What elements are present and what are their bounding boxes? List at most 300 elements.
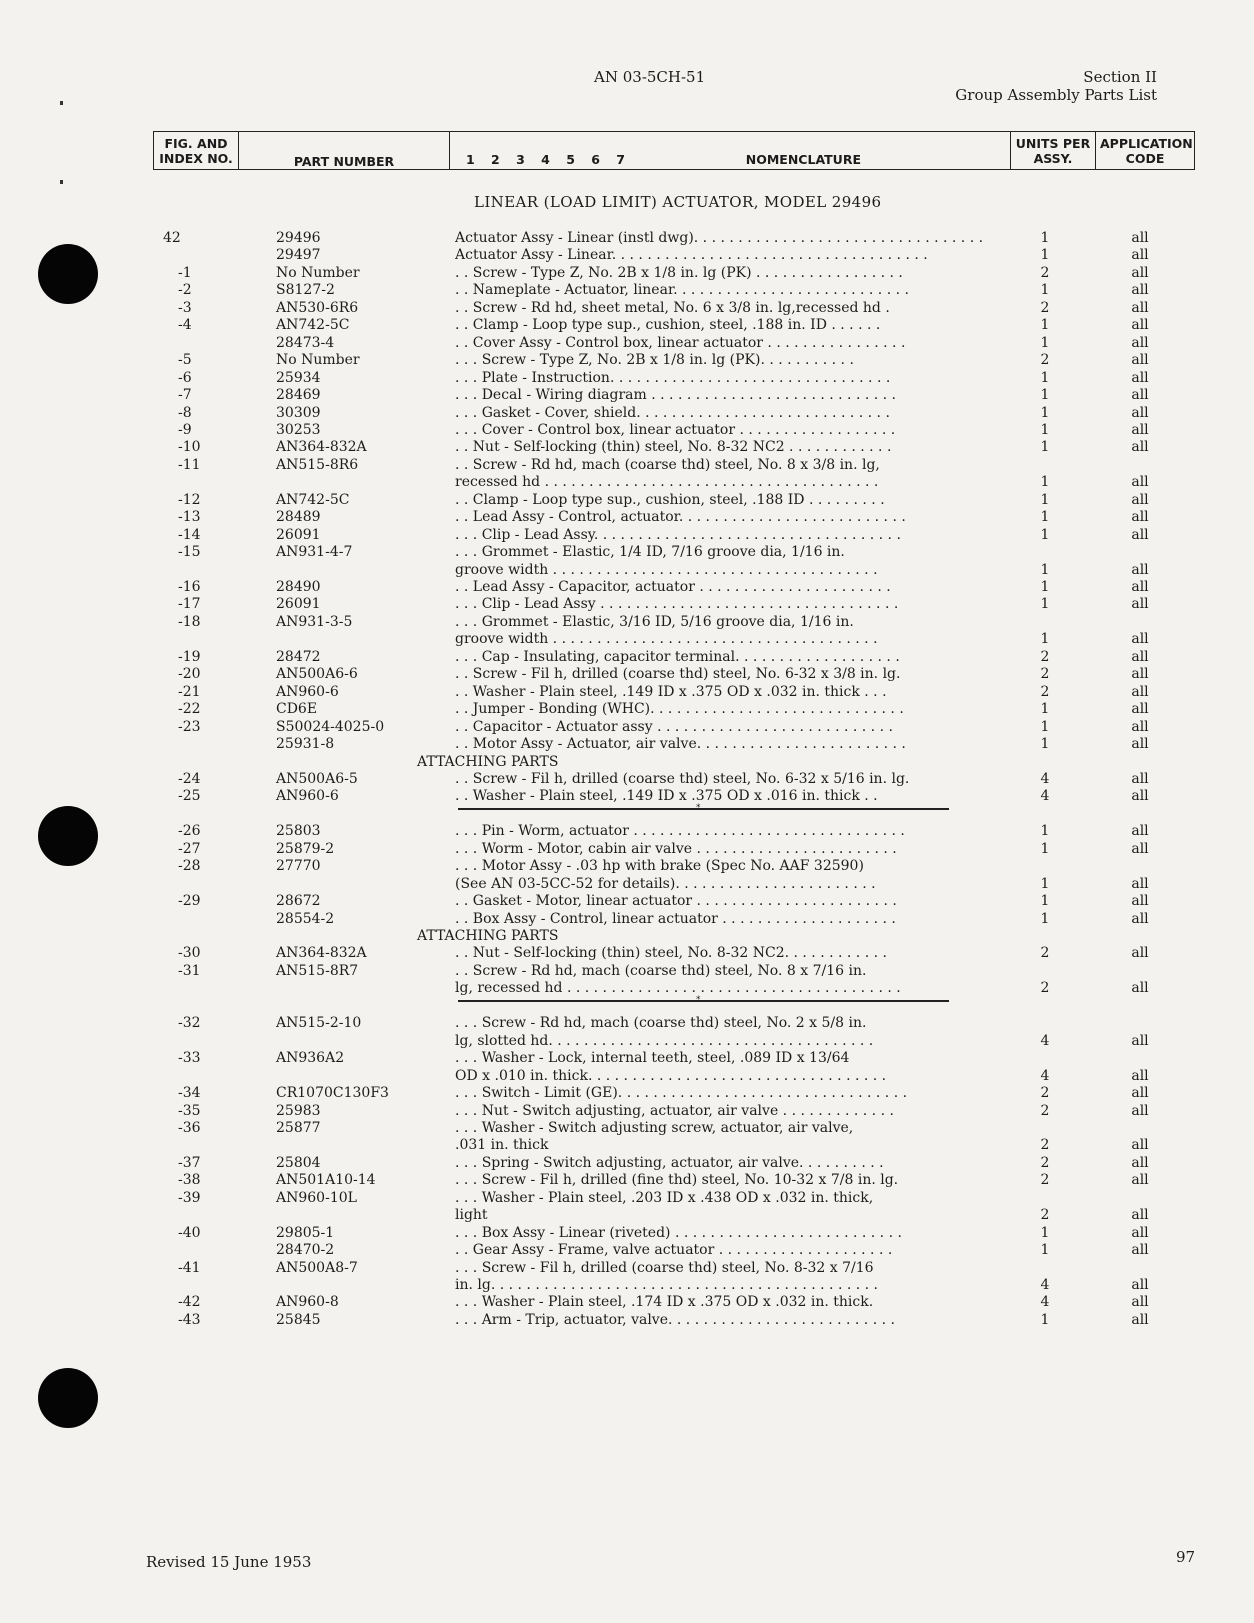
fig-index: -23 bbox=[178, 718, 201, 735]
nomenclature: . . Box Assy - Control, linear actuator . . . . . . . . . . . . . . . . . . . . bbox=[455, 910, 896, 927]
parts-row bbox=[0, 473, 1254, 491]
fig-index: -43 bbox=[178, 1311, 201, 1328]
part-number: 28472 bbox=[276, 648, 321, 665]
speck bbox=[60, 180, 63, 184]
part-number: No Number bbox=[276, 352, 360, 369]
parts-row bbox=[0, 316, 1254, 334]
units-per-assy: 2 bbox=[1040, 980, 1050, 997]
units-per-assy: 1 bbox=[1040, 247, 1050, 264]
units-per-assy: 2 bbox=[1040, 1102, 1050, 1119]
attaching-parts-label: ATTACHING PARTS bbox=[417, 928, 559, 944]
units-per-assy: 2 bbox=[1040, 1172, 1050, 1189]
parts-row bbox=[0, 1224, 1254, 1242]
application-code: all bbox=[1131, 1242, 1149, 1259]
col-application-code: APPLICATION CODE bbox=[1096, 132, 1195, 170]
fig-index: -10 bbox=[178, 439, 201, 456]
nomenclature: . . Gear Assy - Frame, valve actuator . . . . . . . . . . . . . . . . . . . . bbox=[455, 1242, 893, 1259]
part-number: AN500A8-7 bbox=[276, 1259, 358, 1276]
part-number: 26091 bbox=[276, 596, 321, 613]
fig-index: -41 bbox=[178, 1259, 201, 1276]
part-number: 25845 bbox=[276, 1311, 321, 1328]
application-code: all bbox=[1131, 736, 1149, 753]
nomenclature: . . . Gasket - Cover, shield. . . . . . . . . . . . . . . . . . . . . . . . . . . . . bbox=[455, 404, 890, 421]
part-number: AN936A2 bbox=[276, 1050, 345, 1067]
parts-row bbox=[0, 787, 1254, 805]
nomenclature: light bbox=[455, 1207, 488, 1224]
units-per-assy: 2 bbox=[1040, 945, 1050, 962]
units-per-assy: 4 bbox=[1040, 1067, 1050, 1084]
attaching-parts-heading bbox=[0, 753, 1254, 771]
units-per-assy: 2 bbox=[1040, 1154, 1050, 1171]
nomenclature: . . . Washer - Switch adjusting screw, actuator, air valve, bbox=[455, 1119, 854, 1136]
application-code: all bbox=[1131, 317, 1149, 334]
application-code: all bbox=[1131, 526, 1149, 543]
parts-row bbox=[0, 718, 1254, 736]
parts-row bbox=[0, 246, 1254, 264]
fig-index: -33 bbox=[178, 1050, 201, 1067]
application-code: all bbox=[1131, 1224, 1149, 1241]
units-per-assy: 1 bbox=[1040, 631, 1050, 648]
part-number: No Number bbox=[276, 264, 360, 281]
fig-index: -18 bbox=[178, 613, 201, 630]
application-code: all bbox=[1131, 387, 1149, 404]
separator-line bbox=[458, 1000, 949, 1002]
fig-index: -37 bbox=[178, 1154, 201, 1171]
part-number: 29805-1 bbox=[276, 1224, 335, 1241]
fig-index: -40 bbox=[178, 1224, 201, 1241]
part-number: AN500A6-5 bbox=[276, 770, 358, 787]
application-code: all bbox=[1131, 1311, 1149, 1328]
section-line-2: Group Assembly Parts List bbox=[955, 86, 1157, 104]
parts-row bbox=[0, 1014, 1254, 1032]
section-line-1: Section II bbox=[1083, 68, 1157, 86]
part-number: 28489 bbox=[276, 509, 321, 526]
part-number: 25983 bbox=[276, 1102, 321, 1119]
units-per-assy: 2 bbox=[1040, 1085, 1050, 1102]
nomenclature: . . Washer - Plain steel, .149 ID x .375 OD x .016 in. thick . . bbox=[455, 788, 878, 805]
units-per-assy: 1 bbox=[1040, 421, 1050, 438]
nomenclature: . . . Pin - Worm, actuator . . . . . . . . . . . . . . . . . . . . . . . . . . . . . . . bbox=[455, 823, 905, 840]
part-number: 28473-4 bbox=[276, 334, 335, 351]
nomenclature: . . Cover Assy - Control box, linear actuator . . . . . . . . . . . . . . . . bbox=[455, 334, 906, 351]
units-per-assy: 1 bbox=[1040, 823, 1050, 840]
units-per-assy: 1 bbox=[1040, 701, 1050, 718]
nomenclature: . . . Screw - Fil h, drilled (coarse thd) steel, No. 8-32 x 7/16 bbox=[455, 1259, 874, 1276]
parts-row bbox=[0, 1189, 1254, 1207]
parts-row bbox=[0, 595, 1254, 613]
part-number: AN530-6R6 bbox=[276, 299, 359, 316]
units-per-assy: 4 bbox=[1040, 1032, 1050, 1049]
fig-index: -42 bbox=[178, 1294, 201, 1311]
units-per-assy: 1 bbox=[1040, 840, 1050, 857]
revision-date: Revised 15 June 1953 bbox=[146, 1553, 312, 1571]
nomenclature: . . Washer - Plain steel, .149 ID x .375 OD x .032 in. thick . . . bbox=[455, 683, 887, 700]
nomenclature: . . Screw - Rd hd, mach (coarse thd) steel, No. 8 x 3/8 in. lg, bbox=[455, 456, 880, 473]
units-per-assy: 2 bbox=[1040, 299, 1050, 316]
fig-index: -21 bbox=[178, 683, 201, 700]
units-per-assy: 1 bbox=[1040, 596, 1050, 613]
model-title: LINEAR (LOAD LIMIT) ACTUATOR, MODEL 29496 bbox=[474, 193, 882, 211]
nomenclature: . . . Spring - Switch adjusting, actuator, air valve. . . . . . . . . . bbox=[455, 1154, 884, 1171]
application-code: all bbox=[1131, 1277, 1149, 1293]
fig-index: -39 bbox=[178, 1189, 201, 1206]
units-per-assy: 4 bbox=[1040, 770, 1050, 787]
nomenclature: . . . Cap - Insulating, capacitor terminal. . . . . . . . . . . . . . . . . . . bbox=[455, 648, 900, 665]
units-per-assy: 2 bbox=[1040, 1137, 1050, 1154]
parts-row bbox=[0, 700, 1254, 718]
part-number: AN960-6 bbox=[276, 788, 339, 805]
nomenclature: . . . Nut - Switch adjusting, actuator, air valve . . . . . . . . . . . . . bbox=[455, 1102, 894, 1119]
parts-row bbox=[0, 1241, 1254, 1259]
units-per-assy: 2 bbox=[1040, 264, 1050, 281]
parts-row bbox=[0, 962, 1254, 980]
separator-line bbox=[458, 808, 949, 810]
units-per-assy: 1 bbox=[1040, 1311, 1050, 1328]
attaching-parts-label: ATTACHING PARTS bbox=[417, 753, 559, 770]
part-number: 28470-2 bbox=[276, 1242, 335, 1259]
application-code: all bbox=[1131, 666, 1149, 683]
units-per-assy: 4 bbox=[1040, 1294, 1050, 1311]
units-per-assy: 1 bbox=[1040, 1242, 1050, 1259]
part-number: AN931-4-7 bbox=[276, 544, 353, 561]
parts-row bbox=[0, 299, 1254, 317]
nomenclature: . . Motor Assy - Actuator, air valve. . . . . . . . . . . . . . . . . . . . . . . . bbox=[455, 736, 906, 753]
units-per-assy: 2 bbox=[1040, 648, 1050, 665]
fig-index: -4 bbox=[178, 317, 192, 334]
part-number: AN742-5C bbox=[276, 491, 350, 508]
parts-row bbox=[0, 1102, 1254, 1120]
parts-row bbox=[0, 979, 1254, 997]
part-number: S8127-2 bbox=[276, 282, 335, 299]
parts-row bbox=[0, 526, 1254, 544]
parts-row bbox=[0, 875, 1254, 893]
nomenclature: . . . Clip - Lead Assy . . . . . . . . . . . . . . . . . . . . . . . . . . . . . . . . . . bbox=[455, 596, 899, 613]
application-code: all bbox=[1131, 1172, 1149, 1189]
nomenclature: groove width . . . . . . . . . . . . . . . . . . . . . . . . . . . . . . . . . . . . . bbox=[455, 631, 878, 648]
part-number: AN742-5C bbox=[276, 317, 350, 334]
nomenclature: Actuator Assy - Linear (instl dwg). . . . . . . . . . . . . . . . . . . . . . . . . . . . . . . . . bbox=[455, 230, 984, 246]
part-number: 30309 bbox=[276, 404, 321, 421]
units-per-assy: 2 bbox=[1040, 1207, 1050, 1224]
fig-index: -5 bbox=[178, 352, 192, 369]
nomenclature-label: NOMENCLATURE bbox=[745, 152, 861, 167]
fig-index: -22 bbox=[178, 701, 201, 718]
application-code: all bbox=[1131, 282, 1149, 299]
fig-index: 42 bbox=[163, 230, 181, 246]
fig-index: -35 bbox=[178, 1102, 201, 1119]
parts-row bbox=[0, 334, 1254, 352]
nomenclature: . . . Plate - Instruction. . . . . . . . . . . . . . . . . . . . . . . . . . . . . . . . bbox=[455, 369, 891, 386]
nomenclature: . . Nameplate - Actuator, linear. . . . . . . . . . . . . . . . . . . . . . . . . . . bbox=[455, 282, 909, 299]
parts-row bbox=[0, 491, 1254, 509]
parts-row bbox=[0, 1206, 1254, 1224]
nomenclature: . . Gasket - Motor, linear actuator . . . . . . . . . . . . . . . . . . . . . . . bbox=[455, 893, 897, 910]
fig-index: -27 bbox=[178, 840, 201, 857]
col-part-number: PART NUMBER bbox=[239, 132, 450, 170]
parts-row bbox=[0, 264, 1254, 282]
application-code: all bbox=[1131, 230, 1149, 246]
application-code: all bbox=[1131, 1294, 1149, 1311]
part-number: AN515-8R7 bbox=[276, 962, 359, 979]
fig-index: -7 bbox=[178, 387, 192, 404]
part-number: 28554-2 bbox=[276, 910, 335, 927]
nomenclature: in. lg. . . . . . . . . . . . . . . . . . . . . . . . . . . . . . . . . . . . . . . . . . . . bbox=[455, 1277, 879, 1293]
application-code: all bbox=[1131, 875, 1149, 892]
units-per-assy: 4 bbox=[1040, 1277, 1050, 1293]
separator-star: * bbox=[696, 994, 701, 1005]
nomenclature: OD x .010 in. thick. . . . . . . . . . . . . . . . . . . . . . . . . . . . . . . . . . bbox=[455, 1067, 887, 1084]
nomenclature: . . Capacitor - Actuator assy . . . . . . . . . . . . . . . . . . . . . . . . . . . bbox=[455, 718, 893, 735]
document-id: AN 03-5CH-51 bbox=[594, 68, 706, 86]
nomenclature: . . Lead Assy - Capacitor, actuator . . . . . . . . . . . . . . . . . . . . . . bbox=[455, 579, 891, 595]
fig-index: -13 bbox=[178, 509, 201, 526]
application-code: all bbox=[1131, 264, 1149, 281]
application-code: all bbox=[1131, 369, 1149, 386]
application-code: all bbox=[1131, 1102, 1149, 1119]
fig-index: -26 bbox=[178, 823, 201, 840]
units-per-assy: 1 bbox=[1040, 893, 1050, 910]
nomenclature: . . Nut - Self-locking (thin) steel, No. 8-32 NC2. . . . . . . . . . . . bbox=[455, 945, 887, 962]
part-number: 26091 bbox=[276, 526, 321, 543]
units-per-assy: 1 bbox=[1040, 334, 1050, 351]
part-number: AN515-2-10 bbox=[276, 1015, 362, 1032]
parts-row bbox=[0, 1154, 1254, 1172]
units-per-assy: 1 bbox=[1040, 579, 1050, 595]
nomenclature: . . Screw - Fil h, drilled (coarse thd) steel, No. 6-32 x 3/8 in. lg. bbox=[455, 666, 901, 683]
fig-index: -20 bbox=[178, 666, 201, 683]
part-number: 29497 bbox=[276, 247, 321, 264]
application-code: all bbox=[1131, 701, 1149, 718]
part-number: AN364-832A bbox=[276, 439, 367, 456]
application-code: all bbox=[1131, 247, 1149, 264]
fig-index: -28 bbox=[178, 858, 201, 875]
parts-row bbox=[0, 735, 1254, 753]
application-code: all bbox=[1131, 404, 1149, 421]
part-number: 27770 bbox=[276, 858, 321, 875]
nomenclature: . . Clamp - Loop type sup., cushion, steel, .188 ID . . . . . . . . . bbox=[455, 491, 885, 508]
units-per-assy: 1 bbox=[1040, 439, 1050, 456]
nomenclature: .031 in. thick bbox=[455, 1137, 549, 1154]
parts-row bbox=[0, 351, 1254, 369]
units-per-assy: 1 bbox=[1040, 387, 1050, 404]
part-number: 25803 bbox=[276, 823, 321, 840]
binder-hole bbox=[38, 1368, 98, 1428]
parts-row bbox=[0, 1032, 1254, 1050]
fig-index: -9 bbox=[178, 421, 192, 438]
application-code: all bbox=[1131, 334, 1149, 351]
nomenclature: groove width . . . . . . . . . . . . . . . . . . . . . . . . . . . . . . . . . . . . . bbox=[455, 561, 878, 578]
fig-index: -3 bbox=[178, 299, 192, 316]
part-number: S50024-4025-0 bbox=[276, 718, 385, 735]
part-number: 25879-2 bbox=[276, 840, 335, 857]
units-per-assy: 4 bbox=[1040, 788, 1050, 805]
nomenclature: . . . Washer - Plain steel, .174 ID x .375 OD x .032 in. thick. bbox=[455, 1294, 874, 1311]
units-per-assy: 1 bbox=[1040, 875, 1050, 892]
parts-row bbox=[0, 613, 1254, 631]
part-number: 25877 bbox=[276, 1119, 321, 1136]
application-code: all bbox=[1131, 299, 1149, 316]
nomenclature: . . Screw - Rd hd, sheet metal, No. 6 x 3/8 in. lg,recessed hd . bbox=[455, 299, 890, 316]
units-per-assy: 1 bbox=[1040, 718, 1050, 735]
part-number: CR1070C130F3 bbox=[276, 1085, 389, 1102]
col-fig-index: FIG. AND INDEX NO. bbox=[154, 132, 239, 170]
fig-index: -16 bbox=[178, 579, 201, 595]
col-nomenclature bbox=[450, 132, 1011, 170]
parts-row bbox=[0, 1136, 1254, 1154]
application-code: all bbox=[1131, 561, 1149, 578]
application-code: all bbox=[1131, 1137, 1149, 1154]
application-code: all bbox=[1131, 1085, 1149, 1102]
attaching-parts-heading bbox=[0, 927, 1254, 945]
nomenclature: lg, recessed hd . . . . . . . . . . . . . . . . . . . . . . . . . . . . . . . . . . . . . . bbox=[455, 980, 901, 997]
fig-index: -19 bbox=[178, 648, 201, 665]
part-number: 25804 bbox=[276, 1154, 321, 1171]
section-heading bbox=[955, 68, 1157, 104]
application-code: all bbox=[1131, 770, 1149, 787]
parts-row bbox=[0, 1293, 1254, 1311]
units-per-assy: 2 bbox=[1040, 683, 1050, 700]
column-header bbox=[153, 131, 1195, 170]
nomenclature: . . . Screw - Fil h, drilled (fine thd) steel, No. 10-32 x 7/8 in. lg. bbox=[455, 1172, 899, 1189]
fig-index: -38 bbox=[178, 1172, 201, 1189]
parts-row bbox=[0, 1171, 1254, 1189]
indent-levels: 1 2 3 4 5 6 7 bbox=[466, 152, 625, 167]
fig-index: -6 bbox=[178, 369, 192, 386]
parts-row bbox=[0, 578, 1254, 596]
part-number: AN500A6-6 bbox=[276, 666, 358, 683]
nomenclature: . . Screw - Rd hd, mach (coarse thd) steel, No. 8 x 7/16 in. bbox=[455, 962, 867, 979]
parts-row bbox=[0, 561, 1254, 579]
units-per-assy: 2 bbox=[1040, 352, 1050, 369]
part-number: AN501A10-14 bbox=[276, 1172, 376, 1189]
parts-row bbox=[0, 665, 1254, 683]
nomenclature: . . . Grommet - Elastic, 3/16 ID, 5/16 groove dia, 1/16 in. bbox=[455, 613, 854, 630]
application-code: all bbox=[1131, 683, 1149, 700]
fig-index: -36 bbox=[178, 1119, 201, 1136]
fig-index: -31 bbox=[178, 962, 201, 979]
parts-row bbox=[0, 1259, 1254, 1277]
application-code: all bbox=[1131, 509, 1149, 526]
parts-row bbox=[0, 1276, 1254, 1294]
units-per-assy: 1 bbox=[1040, 736, 1050, 753]
fig-index: -34 bbox=[178, 1085, 201, 1102]
application-code: all bbox=[1131, 596, 1149, 613]
part-number: AN931-3-5 bbox=[276, 613, 353, 630]
units-per-assy: 1 bbox=[1040, 509, 1050, 526]
fig-index: -24 bbox=[178, 770, 201, 787]
parts-row bbox=[0, 438, 1254, 456]
nomenclature: . . . Cover - Control box, linear actuator . . . . . . . . . . . . . . . . . . bbox=[455, 421, 896, 438]
nomenclature: (See AN 03-5CC-52 for details). . . . . . . . . . . . . . . . . . . . . . . bbox=[455, 875, 876, 892]
parts-row bbox=[0, 508, 1254, 526]
application-code: all bbox=[1131, 718, 1149, 735]
units-per-assy: 1 bbox=[1040, 526, 1050, 543]
parts-row bbox=[0, 770, 1254, 788]
part-number: AN515-8R6 bbox=[276, 456, 359, 473]
nomenclature: . . . Screw - Rd hd, mach (coarse thd) steel, No. 2 x 5/8 in. bbox=[455, 1015, 867, 1032]
fig-index: -15 bbox=[178, 544, 201, 561]
parts-row bbox=[0, 369, 1254, 387]
units-per-assy: 1 bbox=[1040, 404, 1050, 421]
application-code: all bbox=[1131, 1154, 1149, 1171]
parts-row bbox=[0, 910, 1254, 928]
parts-row bbox=[0, 1119, 1254, 1137]
application-code: all bbox=[1131, 823, 1149, 840]
part-number: AN364-832A bbox=[276, 945, 367, 962]
fig-index: -12 bbox=[178, 491, 201, 508]
fig-index: -32 bbox=[178, 1015, 201, 1032]
parts-row bbox=[0, 892, 1254, 910]
fig-index: -2 bbox=[178, 282, 192, 299]
nomenclature: . . Clamp - Loop type sup., cushion, steel, .188 in. ID . . . . . . bbox=[455, 317, 881, 334]
part-number: 25931-8 bbox=[276, 736, 335, 753]
part-number: 25934 bbox=[276, 369, 321, 386]
units-per-assy: 1 bbox=[1040, 230, 1050, 246]
part-number: 28469 bbox=[276, 387, 321, 404]
parts-row bbox=[0, 1084, 1254, 1102]
nomenclature: . . . Decal - Wiring diagram . . . . . . . . . . . . . . . . . . . . . . . . . . . . bbox=[455, 387, 896, 404]
application-code: all bbox=[1131, 840, 1149, 857]
application-code: all bbox=[1131, 579, 1149, 595]
application-code: all bbox=[1131, 631, 1149, 648]
units-per-assy: 1 bbox=[1040, 1224, 1050, 1241]
parts-row bbox=[0, 648, 1254, 666]
nomenclature: lg, slotted hd. . . . . . . . . . . . . . . . . . . . . . . . . . . . . . . . . . . . . bbox=[455, 1032, 874, 1049]
application-code: all bbox=[1131, 352, 1149, 369]
parts-row bbox=[0, 1049, 1254, 1067]
nomenclature: . . Nut - Self-locking (thin) steel, No. 8-32 NC2 . . . . . . . . . . . . bbox=[455, 439, 892, 456]
parts-row bbox=[0, 944, 1254, 962]
nomenclature: . . Jumper - Bonding (WHC). . . . . . . . . . . . . . . . . . . . . . . . . . . . . bbox=[455, 701, 904, 718]
nomenclature: . . . Motor Assy - .03 hp with brake (Spec No. AAF 32590) bbox=[455, 858, 864, 875]
application-code: all bbox=[1131, 1032, 1149, 1049]
parts-row bbox=[0, 543, 1254, 561]
nomenclature: . . Lead Assy - Control, actuator. . . . . . . . . . . . . . . . . . . . . . . . . . bbox=[455, 509, 906, 526]
nomenclature: Actuator Assy - Linear. . . . . . . . . . . . . . . . . . . . . . . . . . . . . . . . . . . . bbox=[455, 247, 928, 264]
part-number: AN960-10L bbox=[276, 1189, 357, 1206]
nomenclature: recessed hd . . . . . . . . . . . . . . . . . . . . . . . . . . . . . . . . . . . . . . bbox=[455, 474, 879, 491]
nomenclature: . . Screw - Type Z, No. 2B x 1/8 in. lg (PK) . . . . . . . . . . . . . . . . . bbox=[455, 264, 903, 281]
application-code: all bbox=[1131, 788, 1149, 805]
parts-row bbox=[0, 1067, 1254, 1085]
fig-index: -14 bbox=[178, 526, 201, 543]
units-per-assy: 1 bbox=[1040, 282, 1050, 299]
parts-row bbox=[0, 404, 1254, 422]
application-code: all bbox=[1131, 910, 1149, 927]
parts-row bbox=[0, 229, 1254, 247]
speck bbox=[60, 101, 63, 105]
parts-row bbox=[0, 281, 1254, 299]
fig-index: -30 bbox=[178, 945, 201, 962]
nomenclature: . . . Washer - Lock, internal teeth, steel, .089 ID x 13/64 bbox=[455, 1050, 850, 1067]
units-per-assy: 1 bbox=[1040, 910, 1050, 927]
units-per-assy: 2 bbox=[1040, 666, 1050, 683]
application-code: all bbox=[1131, 945, 1149, 962]
units-per-assy: 1 bbox=[1040, 474, 1050, 491]
part-number: AN960-8 bbox=[276, 1294, 339, 1311]
parts-row bbox=[0, 683, 1254, 701]
application-code: all bbox=[1131, 648, 1149, 665]
application-code: all bbox=[1131, 1207, 1149, 1224]
part-number: 29496 bbox=[276, 230, 321, 246]
fig-index: -29 bbox=[178, 893, 201, 910]
parts-row bbox=[0, 630, 1254, 648]
units-per-assy: 1 bbox=[1040, 561, 1050, 578]
nomenclature: . . . Screw - Type Z, No. 2B x 1/8 in. lg (PK). . . . . . . . . . . bbox=[455, 352, 854, 369]
units-per-assy: 1 bbox=[1040, 491, 1050, 508]
application-code: all bbox=[1131, 1067, 1149, 1084]
nomenclature: . . . Box Assy - Linear (riveted) . . . . . . . . . . . . . . . . . . . . . . . . . . bbox=[455, 1224, 902, 1241]
